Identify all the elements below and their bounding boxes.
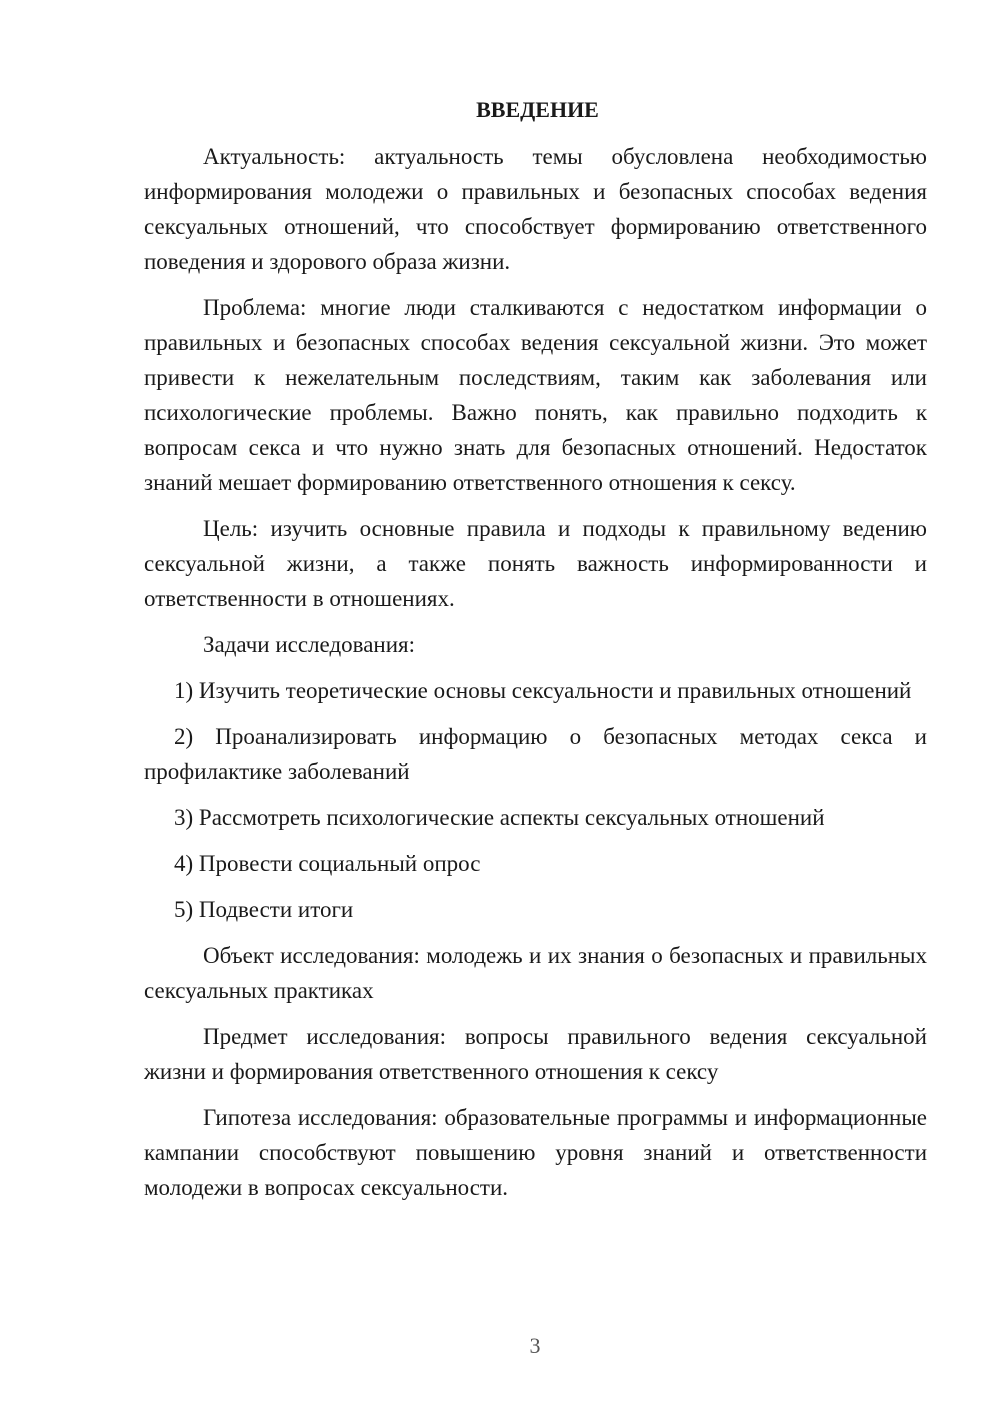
paragraph-relevance: Актуальность: актуальность темы обусловлена необходимостью информирования молодежи о правильных и безопасных способах ведения сексуальных отношений, что способствует формированию ответственного поведения и здорового образа жизни. [144,144,927,274]
task-list [144,673,927,927]
task-item-1: 1) Изучить теоретические основы сексуальности и правильных отношений [174,678,912,703]
paragraph-goal: Цель: изучить основные правила и подходы к правильному ведению сексуальной жизни, а также понять важность информированности и ответственности в отношениях. [144,516,927,611]
task-item-4: 4) Провести социальный опрос [174,851,481,876]
paragraph-object: Объект исследования: молодежь и их знания о безопасных и правильных сексуальных практиках [144,943,927,1003]
paragraph-problem: Проблема: многие люди сталкиваются с недостатком информации о правильных и безопасных способах ведения сексуальной жизни. Это может привести к нежелательным последствиям, таким как заболевания или психологические проблемы. Важно понять, как правильно подходить к вопросам секса и что нужно знать для безопасных отношений. Недостаток знаний мешает формированию ответственного отношения к сексу. [144,295,927,495]
task-item-3: 3) Рассмотреть психологические аспекты сексуальных отношений [174,805,825,830]
page-content [144,92,927,1216]
section-title: ВВЕДЕНИЕ [476,97,599,122]
paragraph-hypothesis: Гипотеза исследования: образовательные программы и информационные кампании способствуют повышению уровня знаний и ответственности молодежи в вопросах сексуальности. [144,1105,927,1200]
paragraph-subject: Предмет исследования: вопросы правильного ведения сексуальной жизни и формирования ответственного отношения к сексу [144,1024,927,1084]
task-item-2: 2) Проанализировать информацию о безопасных методах секса и профилактике заболеваний [144,724,927,784]
page-number: 3 [529,1333,541,1358]
paragraph-tasks-heading: Задачи исследования: [203,632,416,657]
task-item-5: 5) Подвести итоги [174,897,354,922]
